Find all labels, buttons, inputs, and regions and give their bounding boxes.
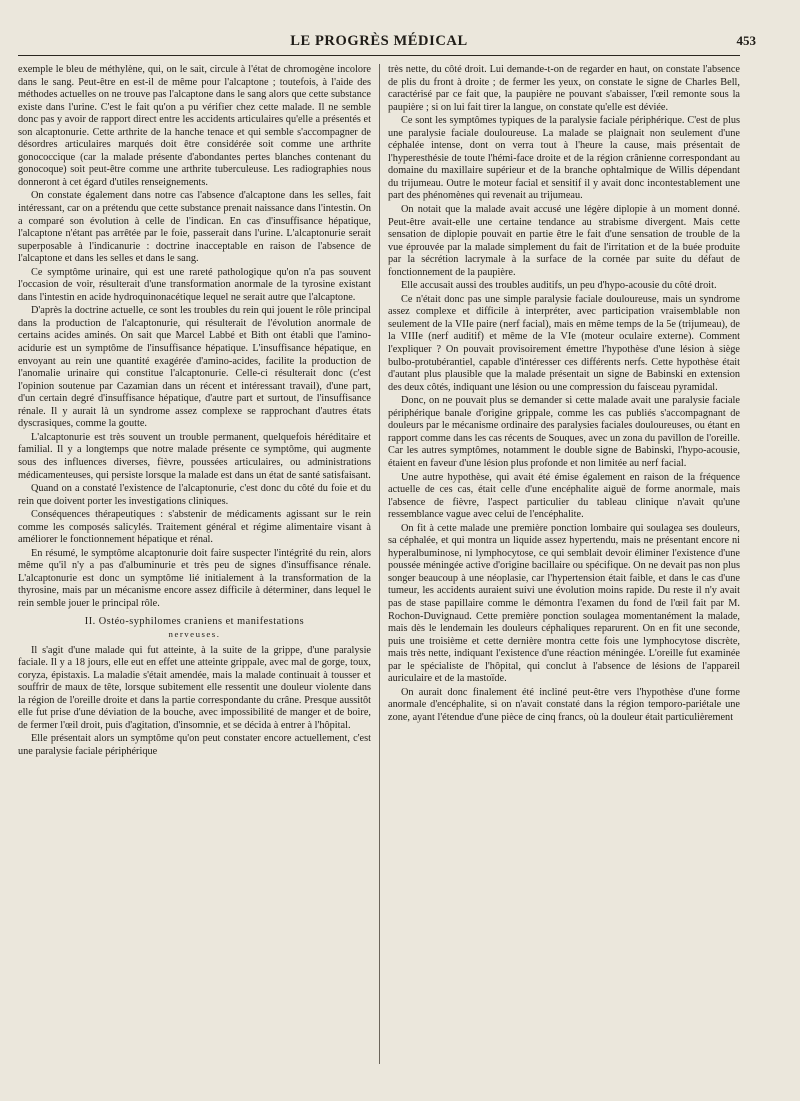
journal-title: LE PROGRÈS MÉDICAL [290, 33, 468, 49]
paragraph: On notait que la malade avait accusé une légère diplopie à un moment donné. Peut-être avait-elle une certaine tendance au strabisme divergent. Mais cette sensation de diplopie pouvait en partie être le fait d'une sensation de trouble de la vue éprouvée par la malade simplement du fait de l'irritation et de la buée produite par la sécrétion lacrymale à la surface de la cornée par suite du défaut de fonctionnement de la paupière. [388, 204, 740, 278]
paragraph: On fit à cette malade une première ponction lombaire qui soulagea ses douleurs, sa céphalée, et qui montra un liquide assez hypertendu, mais ne présentant encore ni hyperalbuminose, ni lymphocytose, ce qui semblait devoir éliminer l'existence d'une poussée méningée active d'origine bacillaire ou spécifique. On ne devait pas non plus songer beaucoup à une néoplasie, car l'hypertension était faible, et dans le cas d'une tumeur, les accidents auraient suivi une évolution moins rapide. Du reste il n'y avait pas de stase papillaire comme le démontra l'examen du fond de l'œil fait par M. Rochon-Duvignaud. Cette première ponction soulagea momentanément la malade, mais dès le lendemain les douleurs céphaliques reparurent. On en fit une seconde, puis une troisième et cette dernière montra cette fois une lymphocytose discrète, mais très nette, indiquant l'existence d'une réaction méningée. L'oreille fut examinée par le spécialiste de l'hôpital, qui conclut à l'absence de lésions de l'appareil auriculaire et de la mastoïde. [388, 522, 740, 685]
paragraph: Il s'agit d'une malade qui fut atteinte, à la suite de la grippe, d'une paralysie faciale. Il y a 18 jours, elle eut en effet une atteinte grippale, avec mal de gorge, toux, coryza, épistaxis. La maladie s'était amendée, mais la malade continuait à tousser et souffrir de maux de tête, lorsque subitement elle ressentit une douleur violente dans la région de l'oreille droite et dans la partie correspondante du crâne. Presque aussitôt elle fut prise d'une déviation de la bouche, avec impossibilité de manger et de boire, de fermer l'œil droit, puis d'agitation, d'insomnie, et se décida à entrer à l'hôpital. [18, 644, 371, 731]
paragraph: D'après la doctrine actuelle, ce sont les troubles du rein qui jouent le rôle principal dans la production de l'alcaptonurie, qui résulterait de l'évolution anormale de certains acides aminés. On sait que Marcel Labbé et Bith ont établi que l'amino-acidurie est un symptôme de l'insuffisance hépatique. L'insuffisance hépatique, en envoyant au rein une quantité exagérée d'amino-acides, facilite la production de l'anomalie urinaire qui constitue l'alcaptonurie. Celle-ci résulterait donc (c'est l'opinion soutenue par Cazamian dans un récent et intéressant travail), d'une part, d'un certain degré d'insuffisance hépatique, d'autre part et surtout, de l'insuffisance rénale. Il y aurait là un syndrome assez complexe se rapprochant d'autres états dyscrasiques, comme la goutte. [18, 305, 371, 430]
paragraph: Conséquences thérapeutiques : s'abstenir de médicaments agissant sur le rein comme les composés salicylés. Traitement général et régime alimentaire visant à améliorer le fonctionnement hépatique et rénal. [18, 509, 371, 546]
paragraph: très nette, du côté droit. Lui demande-t-on de regarder en haut, on constate l'absence de plis du front à droite ; de fermer les yeux, on constate le signe de Charles Bell, caractérisé par ce fait que, la paupière ne pouvant s'abaisser, l'œil remonte sous la paupière ; si on lui fait tirer la langue, on constate qu'elle est déviée. [388, 64, 740, 113]
running-header [18, 30, 756, 52]
paragraph: Ce sont les symptômes typiques de la paralysie faciale périphérique. C'est de plus une paralysie faciale douloureuse. La malade se plaignait non seulement d'une céphalée intense, dont on verra tout à l'heure la cause, mais présentait de l'hyperesthésie de toute l'hémi-face droite et de la région crânienne correspondant au domaine du maxillaire supérieur et de la branche ophtalmique de Willis dépendant du trijumeau. Outre le moteur facial et sensitif il y avait donc incontestablement une part des phénomènes qui revenait au trijumeau. [388, 115, 740, 202]
paragraph: Ce n'était donc pas une simple paralysie faciale douloureuse, mais un syndrome assez complexe et difficile à interpréter, avec participation vraisemblable non seulement de la VIIe paire (nerf facial), mais en même temps de la 5e (trijumeau), de la VIIIe (nerf auditif) et même de la VIe (moteur oculaire externe). Comment l'expliquer ? On pouvait provisoirement émettre l'hypothèse d'une lésion à siège bulbo-protubérantiel, capable d'intéresser ces différents nerfs. Cette hypothèse était d'autant plus plausible que la malade présentait un signe de Babinski en extension des deux côtés, indiquant une lésion ou une compression du faisceau pyramidal. [388, 293, 740, 393]
paragraph: Ce symptôme urinaire, qui est une rareté pathologique qu'on n'a pas souvent l'occasion de voir, résulterait d'une transformation anormale de la tyrosine existant dans l'intestin en acide hydroquinonacétique lequel ne serait autre que l'alcaptone. [18, 266, 371, 303]
section-heading [18, 616, 371, 641]
section-subheading: nerveuses. [168, 629, 221, 640]
left-column [18, 64, 371, 1084]
paragraph: Donc, on ne pouvait plus se demander si cette malade avait une paralysie faciale périphérique banale d'origine grippale, comme les cas publiés s'accompagnant de douleurs par le mécanisme ordinaire des paralysies faciales douloureuses, ou étant en rapport comme dans les cas récents de Souques, avec un zona du pavillon de l'oreille. Car les autres symptômes, notamment le double signe de Babinski, l'hypo-acousie, étaient en faveur d'une lésion plus profonde et non limitée au nerf facial. [388, 395, 740, 469]
right-column [388, 64, 740, 1084]
paragraph: On constate également dans notre cas l'absence d'alcaptone dans les selles, fait intéressant, car on a prétendu que cette substance prenait naissance dans l'intestin. On a comparé son évolution à celle de l'indican. En cas d'insuffisance hépatique, l'alcaptone n'étant pas arrêtée par le foie, passerait dans l'urine. L'alcaptonurie serait superposable à l'indicanurie : doctrine inacceptable en raison de l'absence de l'alcaptone et dans les selles et dans le sang. [18, 190, 371, 265]
section-heading-text: II. Ostéo-syphilomes craniens et manifestations [84, 615, 305, 627]
paragraph: Elle accusait aussi des troubles auditifs, un peu d'hypo-acousie du côté droit. [401, 280, 717, 292]
column-divider [379, 64, 380, 1064]
paragraph: Elle présentait alors un symptôme qu'on peut constater encore actuellement, c'est une paralysie faciale périphérique [18, 733, 371, 757]
paragraph: exemple le bleu de méthylène, qui, on le sait, circule à l'état de chromogène incolore dans le sang. Peut-être en est-il de même pour l'alcaptone ; toutefois, à l'aide des méthodes actuelles on ne trouve pas l'alcaptone dans le sang alors que cette substance existe dans l'urine. C'est le fait qu'on a pu vérifier chez cette malade. Il ne semble donc pas y avoir de rapport direct entre les accidents articulaires qu'elle a présentés et son alcaptonurie. Cette arthrite de la hanche tenace et qui semble s'accompagner de désordres articulaires marqués doit être considérée soit comme une arthrite gonococcique (car la malade présente d'abondantes pertes blanches contenant du gonocoque) soit peut-être comme une arthrite tuberculeuse. Les radiographies nous donneront à cet égard d'utiles renseignements. [18, 64, 371, 188]
paragraph: Quand on a constaté l'existence de l'alcaptonurie, c'est donc du côté du foie et du rein que doivent porter les investigations cliniques. [18, 483, 371, 507]
paragraph: En résumé, le symptôme alcaptonurie doit faire suspecter l'intégrité du rein, alors même qu'il n'y a pas d'albuminurie et très peu de signes d'insuffisance rénale. L'alcaptonurie est donc un symptôme lié initialement à la transformation de la thyrosine, mais par un mécanisme encore assez difficile à déterminer, dans lequel le rein semble jouer le principal rôle. [18, 547, 371, 609]
paragraph: L'alcaptonurie est très souvent un trouble permanent, quelquefois héréditaire et familial. Il y a longtemps que notre malade présente ce symptôme, qui augmente sous des influences diverses, fièvre, poussées articulaires, ou administrations médicamenteuses, qui persiste lorsque la malade est dans un état de santé satisfaisant. [18, 431, 371, 481]
page-number: 453 [736, 33, 756, 48]
paragraph: Une autre hypothèse, qui avait été émise également en raison de la fréquence actuelle de ces cas, était celle d'une encéphalite aiguë de forme anormale, mais l'absence de fièvre, l'aspect particulier du tableau clinique n'avait qu'une ressemblance vague avec celui de l'encéphalite. [388, 471, 740, 521]
header-rule [18, 55, 740, 56]
paragraph: On aurait donc finalement été incliné peut-être vers l'hypothèse d'une forme anormale d'encéphalite, si on n'avait constaté dans la région temporo-pariétale une zone, ayant l'étendue d'une pièce de cinq francs, où la douleur était particulièrement [388, 686, 740, 723]
